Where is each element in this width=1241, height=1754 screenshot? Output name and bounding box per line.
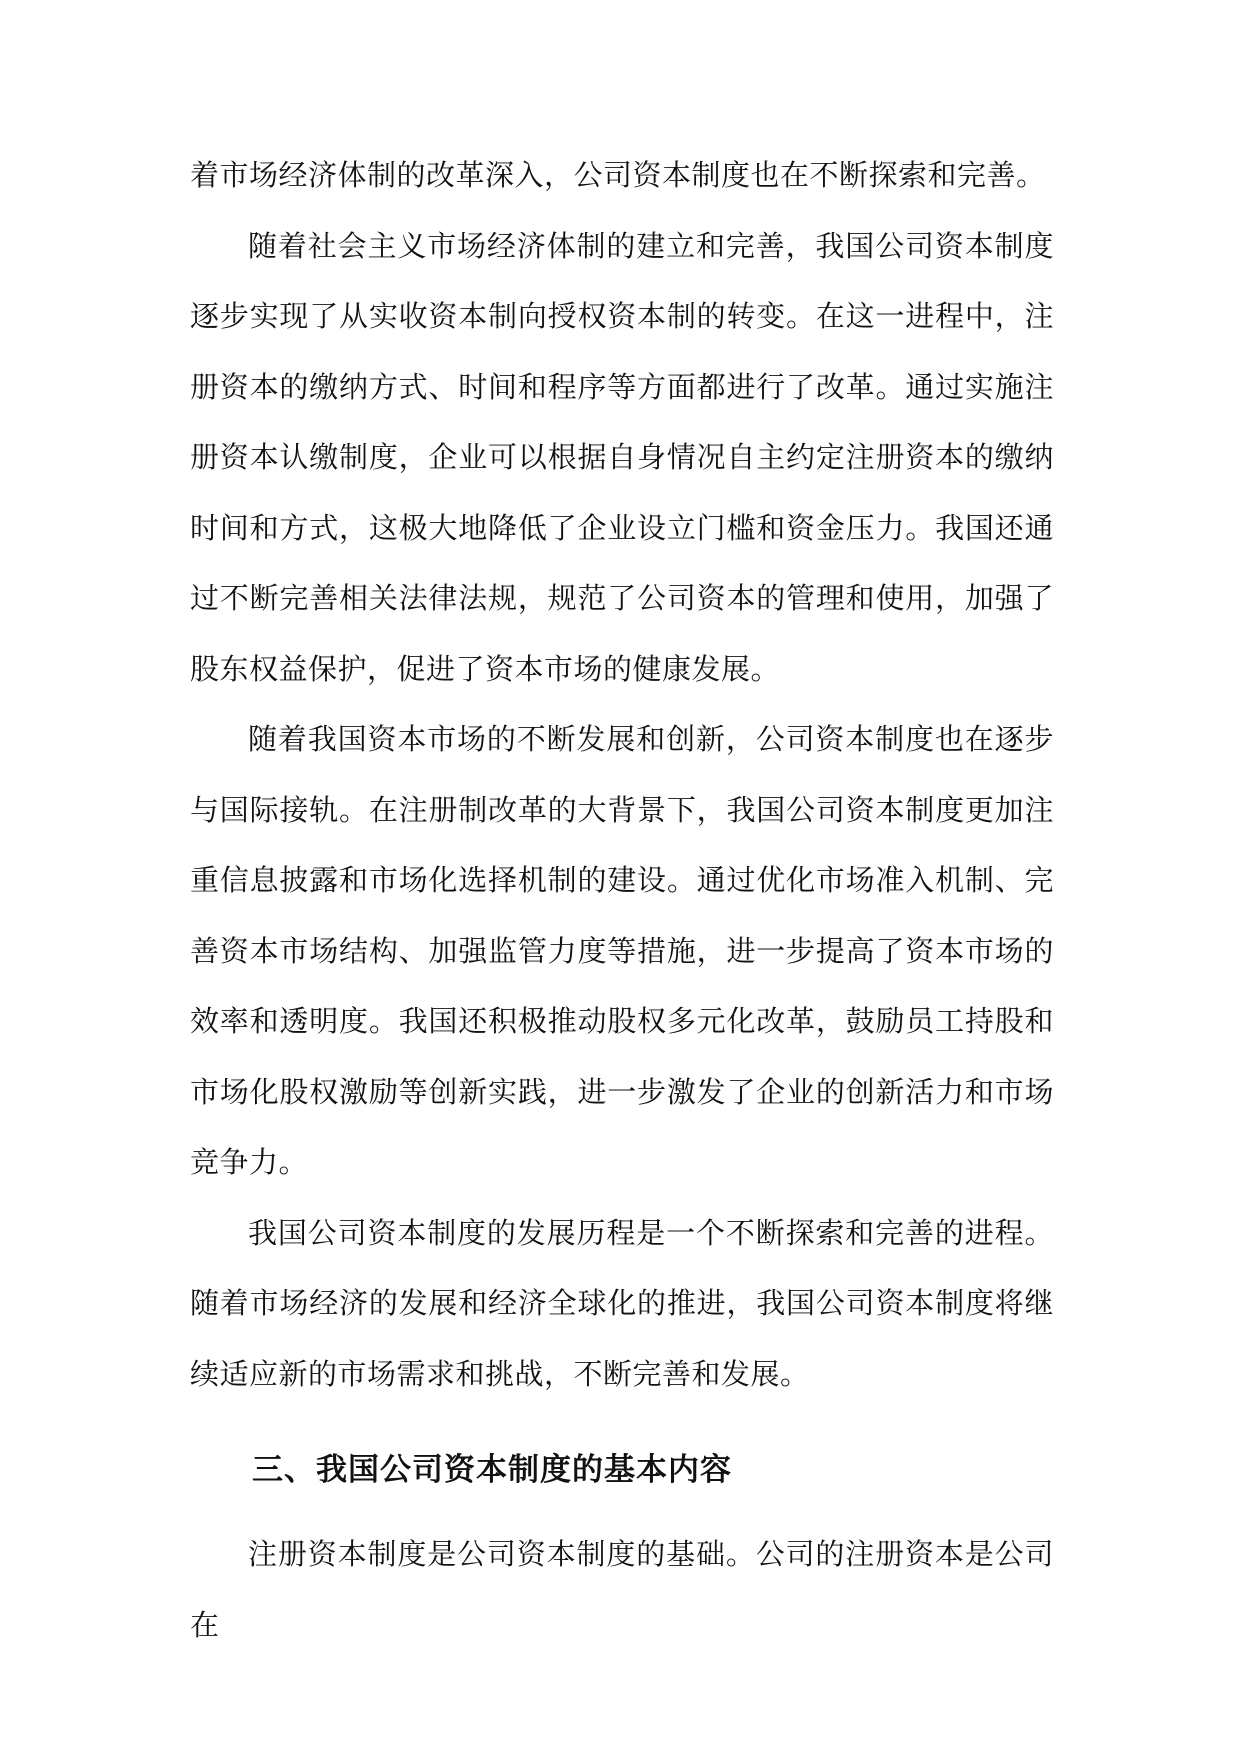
paragraph-international-alignment: 随着我国资本市场的不断发展和创新，公司资本制度也在逐步与国际接轨。在注册制改革的大背景下，我国公司资本制度更加注重信息披露和市场化选择机制的建设。通过优化市场准入机制、完善资本市场结构、加强监管力度等措施，进一步提高了资本市场的效率和透明度。我国还积极推动股权多元化改革，鼓励员工持股和市场化股权激励等创新实践，进一步激发了企业的创新活力和市场竞争力。 — [190, 722, 1054, 1179]
paragraph-registered-capital-reform: 随着社会主义市场经济体制的建立和完善，我国公司资本制度逐步实现了从实收资本制向授权资本制的转变。在这一进程中，注册资本的缴纳方式、时间和程序等方面都进行了改革。通过实施注册资本认缴制度，企业可以根据自身情况自主约定注册资本的缴纳时间和方式，这极大地降低了企业设立门槛和资金压力。我国还通过不断完善相关法律法规，规范了公司资本的管理和使用，加强了股东权益保护，促进了资本市场的健康发展。 — [190, 228, 1054, 686]
paragraph-continuation: 着市场经济体制的改革深入，公司资本制度也在不断探索和完善。 — [190, 158, 1046, 192]
document-body — [190, 140, 1054, 1660]
paragraph-development-summary: 我国公司资本制度的发展历程是一个不断探索和完善的进程。随着市场经济的发展和经济全球化的推进，我国公司资本制度将继续适应新的市场需求和挑战，不断完善和发展。 — [190, 1215, 1054, 1391]
section-heading: 三、我国公司资本制度的基本内容 — [252, 1452, 732, 1488]
paragraph-registered-capital-basis: 注册资本制度是公司资本制度的基础。公司的注册资本是公司在 — [190, 1537, 1054, 1642]
